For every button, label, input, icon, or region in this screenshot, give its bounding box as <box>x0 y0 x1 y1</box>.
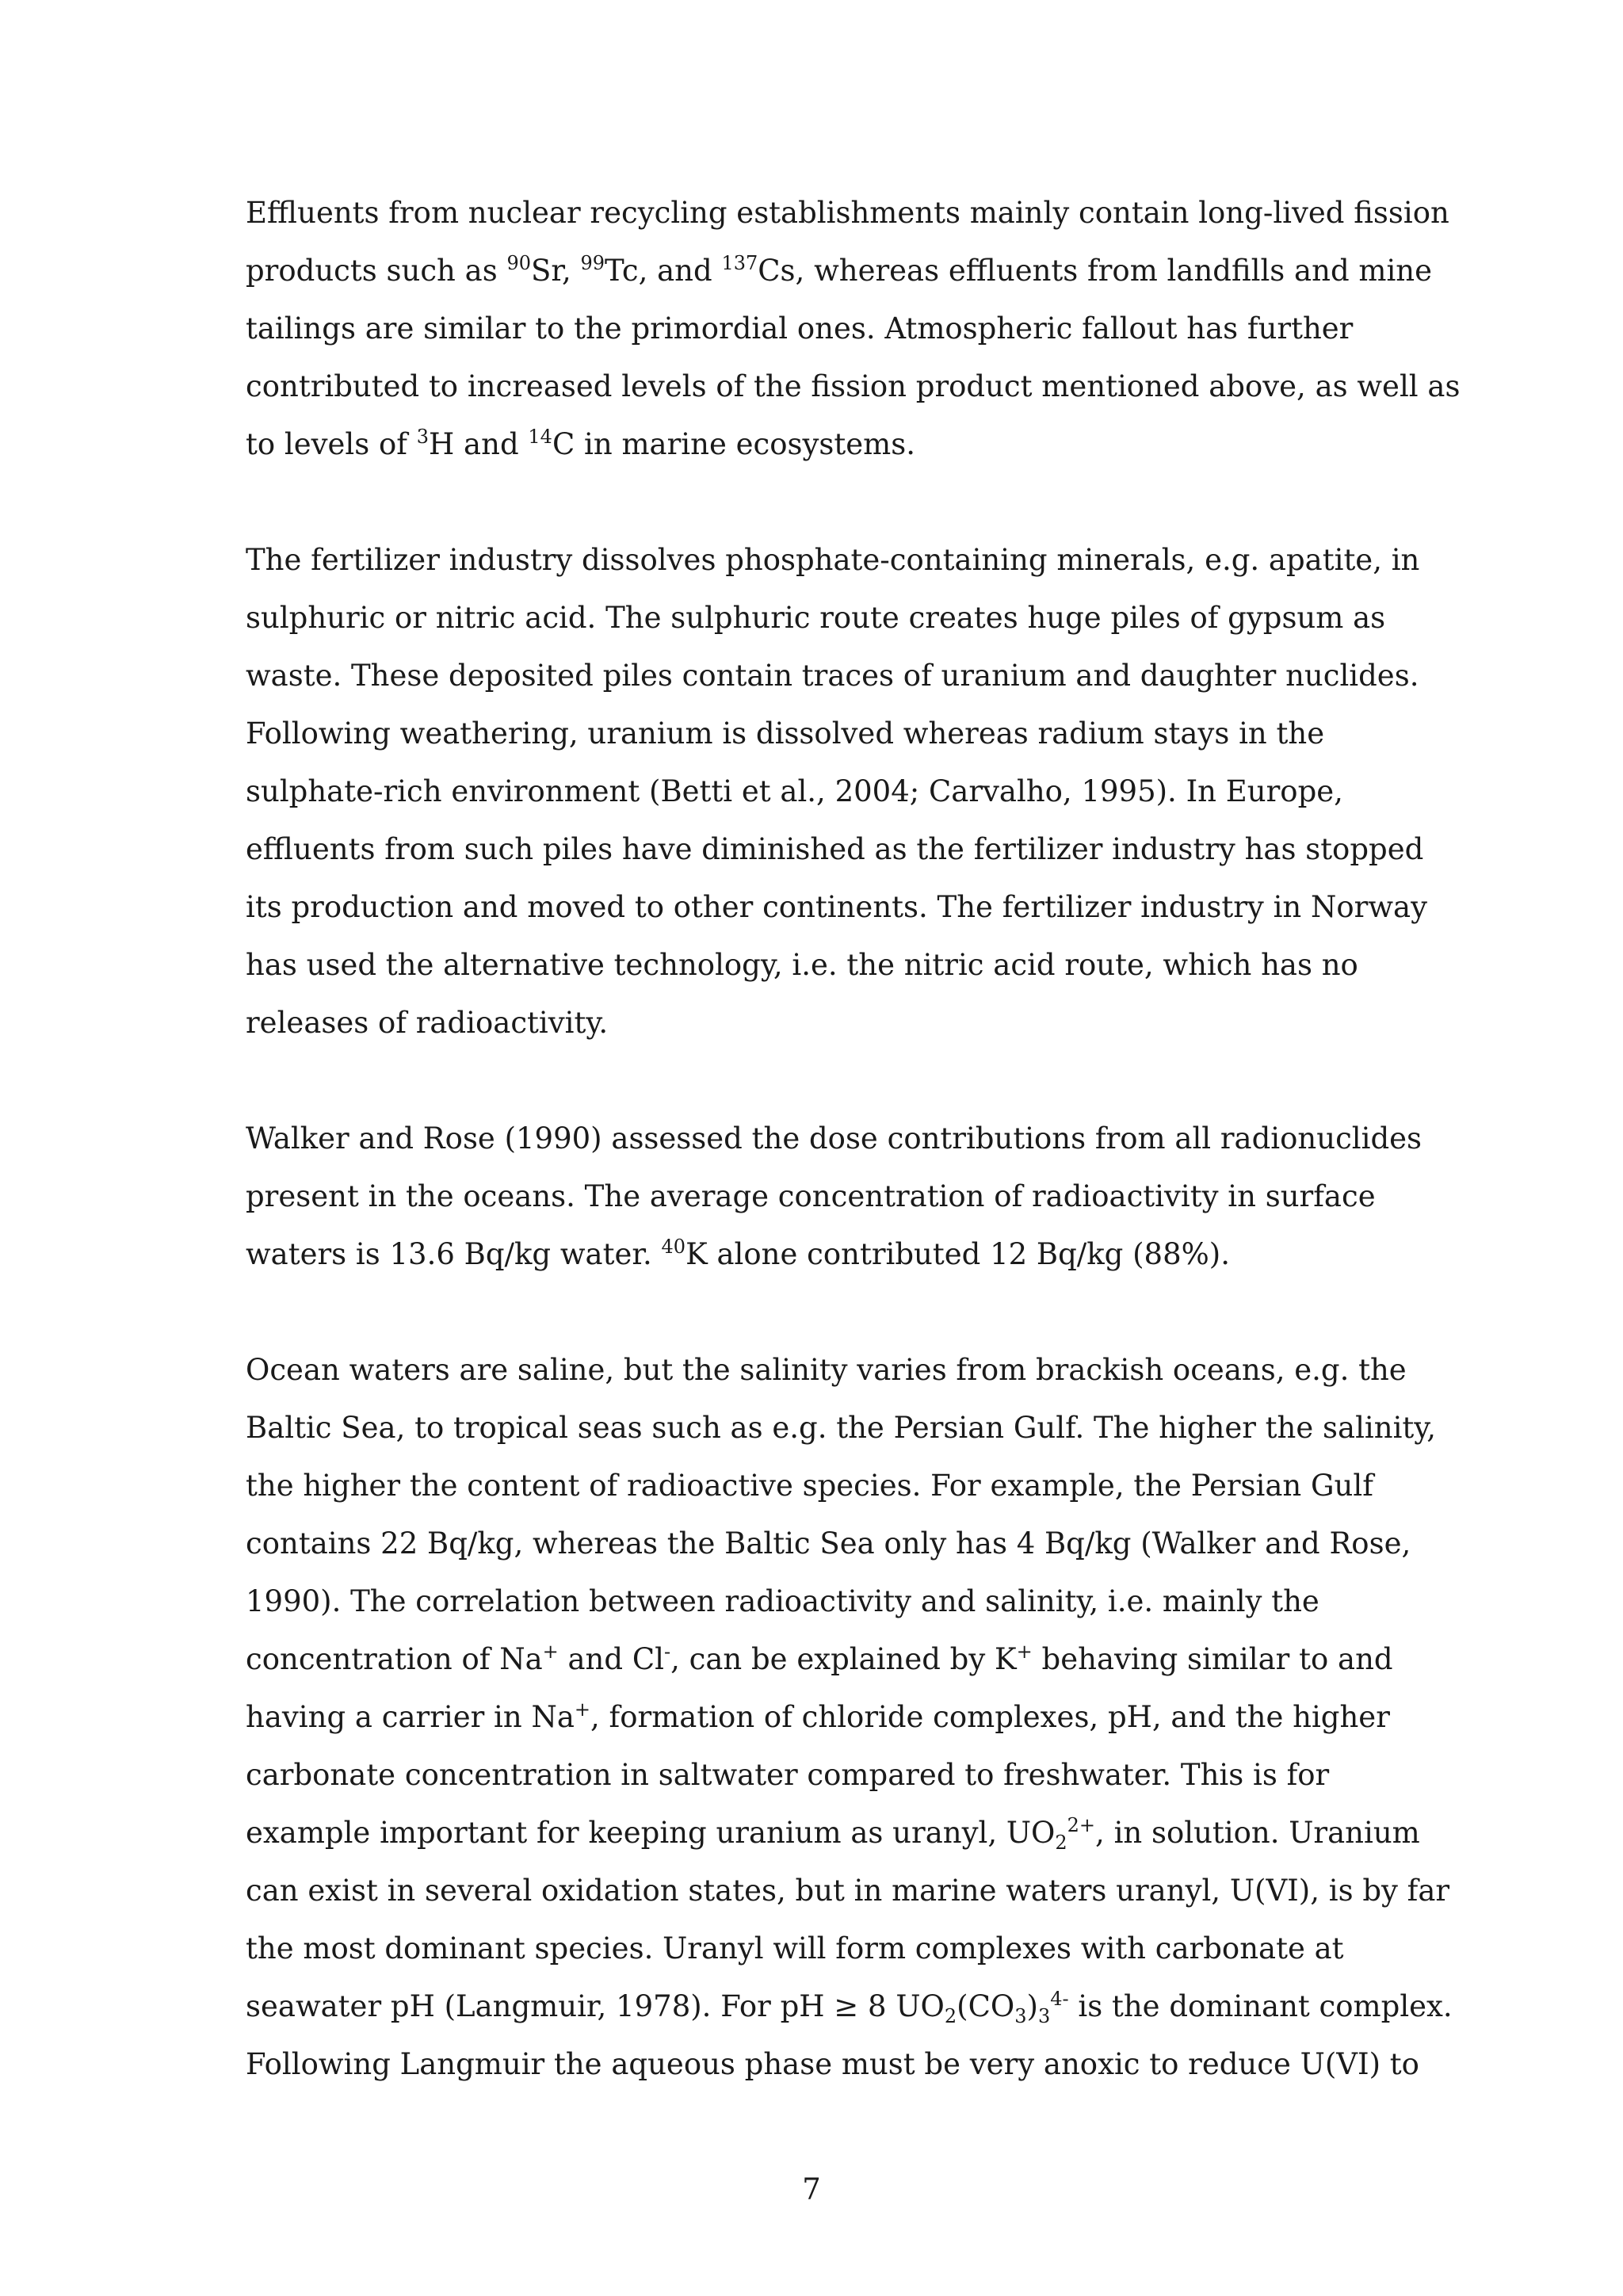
text-run: the higher the content of radioactive species. For example, the Persian Gulf <box>246 1469 1373 1503</box>
paragraph <box>246 184 1461 473</box>
text-run: concentration of Na <box>246 1642 543 1676</box>
text-line <box>246 1862 1450 1920</box>
text-run: Effluents from nuclear recycling establishments mainly contain long-lived fission <box>246 196 1449 230</box>
text-line <box>246 1457 1403 1515</box>
text-line <box>246 1977 1453 2035</box>
text-line <box>246 1688 1403 1746</box>
text-run: products such as <box>246 254 507 288</box>
superscript: + <box>574 1698 591 1721</box>
text-run: and Cl <box>558 1642 664 1676</box>
superscript: 99 <box>580 252 605 274</box>
superscript: 3 <box>416 426 430 448</box>
body-text <box>246 184 1461 2151</box>
text-line <box>246 589 1403 647</box>
text-line <box>246 300 1403 357</box>
text-run: sulphate-rich environment (Betti et al., 2004; Carvalho, 1995). In Europe, <box>246 774 1343 808</box>
paragraph <box>246 1341 1453 2093</box>
text-line <box>246 878 1427 936</box>
text-run: releases of radioactivity. <box>246 1006 609 1040</box>
text-run: carbonate concentration in saltwater compared to freshwater. This is for <box>246 1758 1330 1792</box>
text-line <box>246 1630 1403 1688</box>
text-run: the most dominant species. Uranyl will form complexes with carbonate at <box>246 1931 1344 1966</box>
text-run: , formation of chloride complexes, pH, and the higher <box>590 1700 1390 1734</box>
text-line <box>246 184 1449 242</box>
paragraph <box>246 1110 1423 1283</box>
text-line <box>246 1110 1423 1167</box>
text-run: Tc, and <box>605 254 722 288</box>
text-run: seawater pH (Langmuir, 1978). For pH ≥ 8 UO <box>246 1989 945 2023</box>
subscript: 3 <box>1014 2005 1027 2027</box>
text-line <box>246 531 1420 589</box>
text-run: effluents from such piles have diminished as the fertilizer industry has stopped <box>246 832 1424 866</box>
superscript: + <box>1016 1641 1033 1663</box>
text-run: Ocean waters are saline, but the salinity varies from brackish oceans, e.g. the <box>246 1353 1407 1387</box>
text-line <box>246 1804 1420 1862</box>
subscript: 2 <box>1055 1832 1067 1854</box>
text-line <box>246 647 1419 705</box>
text-run: having a carrier in Na <box>246 1700 575 1734</box>
text-run: ) <box>1026 1989 1038 2023</box>
text-run: its production and moved to other continents. The fertilizer industry in Norway <box>246 890 1427 924</box>
page-number: 7 <box>802 2172 821 2206</box>
text-line <box>246 1515 1411 1572</box>
text-line <box>246 1341 1407 1399</box>
text-run: has used the alternative technology, i.e. the nitric acid route, which has no <box>246 948 1358 982</box>
text-run: (CO <box>957 1989 1015 2023</box>
text-line <box>246 820 1424 878</box>
text-run: Cs, whereas effluents from landfills and mine <box>758 254 1433 288</box>
text-line <box>246 1225 1403 1283</box>
text-run: to levels of <box>246 427 417 461</box>
text-line <box>246 2035 1419 2093</box>
text-run: Walker and Rose (1990) assessed the dose contributions from all radionuclides <box>246 1121 1423 1156</box>
text-run: behaving similar to and <box>1032 1642 1393 1676</box>
subscript: 2 <box>944 2005 957 2027</box>
text-run: Sr, <box>531 254 581 288</box>
text-run: can exist in several oxidation states, but in marine waters uranyl, U(VI), is by far <box>246 1874 1450 1908</box>
superscript: - <box>663 1641 671 1663</box>
text-run: K alone contributed 12 Bq/kg (88%). <box>685 1237 1230 1271</box>
superscript: 4- <box>1050 1988 1069 2010</box>
superscript: 137 <box>721 252 758 274</box>
text-run: Following weathering, uranium is dissolved whereas radium stays in the <box>246 716 1325 751</box>
superscript: 2+ <box>1067 1814 1096 1836</box>
text-run: , can be explained by K <box>670 1642 1017 1676</box>
text-line <box>246 1746 1403 1804</box>
text-run: contributed to increased levels of the fission product mentioned above, as well as <box>246 369 1461 403</box>
superscript: + <box>542 1641 559 1663</box>
text-line <box>246 1920 1403 1977</box>
text-run: The fertilizer industry dissolves phosphate-containing minerals, e.g. apatite, in <box>246 543 1420 577</box>
text-run: is the dominant complex. <box>1068 1989 1453 2023</box>
text-run: Following Langmuir the aqueous phase must be very anoxic to reduce U(VI) to <box>246 2047 1419 2081</box>
text-run: sulphuric or nitric acid. The sulphuric route creates huge piles of gypsum as <box>246 601 1386 635</box>
text-run: contains 22 Bq/kg, whereas the Baltic Sea only has 4 Bq/kg (Walker and Rose, <box>246 1526 1411 1561</box>
text-run: waste. These deposited piles contain traces of uranium and daughter nuclides. <box>246 659 1419 693</box>
subscript: 3 <box>1037 2005 1051 2027</box>
text-run: waters is 13.6 Bq/kg water. <box>246 1237 662 1271</box>
text-line <box>246 705 1403 762</box>
text-line <box>246 357 1461 415</box>
text-run: example important for keeping uranium as uranyl, UO <box>246 1816 1056 1850</box>
text-run: 1990). The correlation between radioactivity and salinity, i.e. mainly the <box>246 1584 1319 1618</box>
text-run: present in the oceans. The average concentration of radioactivity in surface <box>246 1179 1376 1213</box>
superscript: 40 <box>661 1236 686 1258</box>
text-line <box>246 1167 1403 1225</box>
superscript: 14 <box>528 426 552 448</box>
text-line <box>246 1399 1437 1457</box>
text-line <box>246 242 1433 300</box>
text-line <box>246 994 1403 1052</box>
text-run: Baltic Sea, to tropical seas such as e.g. the Persian Gulf. The higher the salinity, <box>246 1411 1437 1445</box>
text-run: , in solution. Uranium <box>1095 1816 1420 1850</box>
text-run: H and <box>429 427 529 461</box>
text-line <box>246 762 1403 820</box>
text-run: tailings are similar to the primordial ones. Atmospheric fallout has further <box>246 311 1354 346</box>
text-line <box>246 415 1403 473</box>
text-line <box>246 936 1403 994</box>
text-line <box>246 1572 1403 1630</box>
paragraph <box>246 531 1427 1052</box>
superscript: 90 <box>506 252 531 274</box>
text-run: C in marine ecosystems. <box>552 427 915 461</box>
